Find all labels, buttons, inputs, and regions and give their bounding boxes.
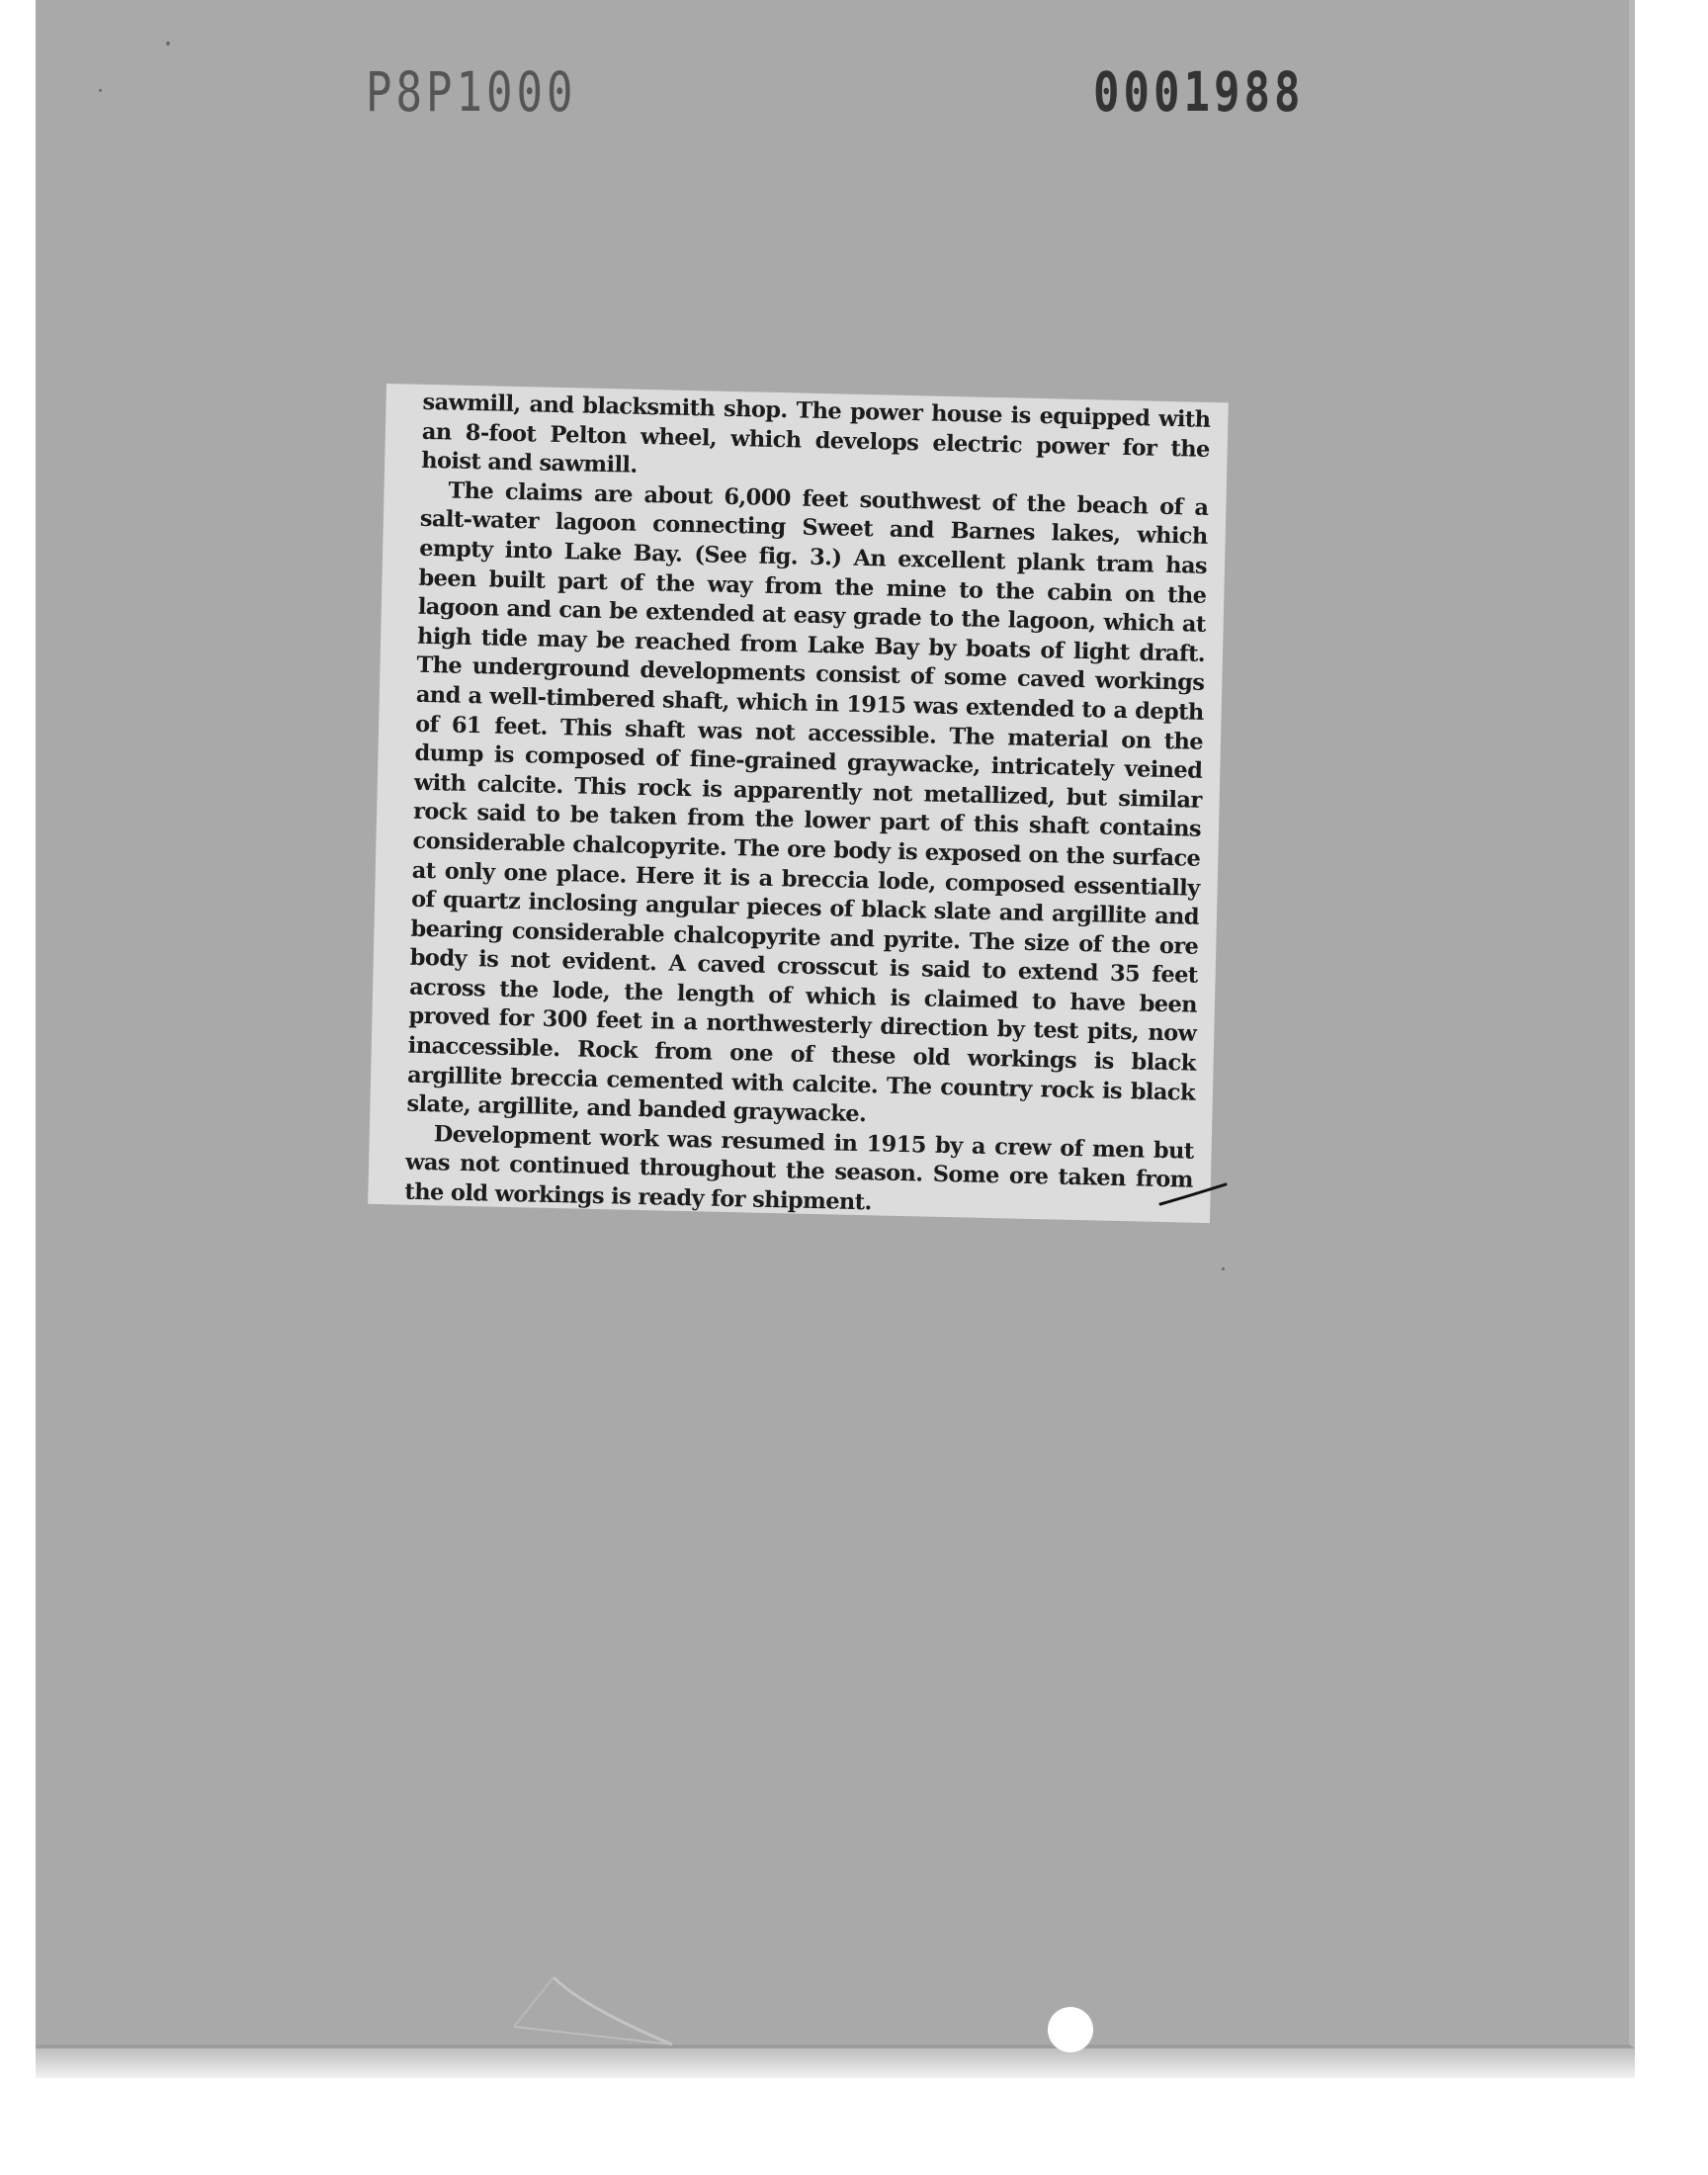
clipping-paragraph-2: The claims are about 6,000 feet southwest of the beach of a salt-water lagoon connecting Sweet and Barnes lakes, which empty into Lake Bay. (See fig. 3.) An excellent plank tram has been built part of the way from the mine to the cabin on the lagoon and can be extended at easy grade to the lagoon, which at high tide may be reached from Lake Bay by boats of light draft. The underground developments consist of some caved workings and a well-timbered shaft, which in 1915 was extended to a depth of 61 feet. This shaft was not accessible. The material on the dump is composed of fine-grained graywacke, intricately veined with calcite. This rock is apparently not metallized, but similar rock said to be taken from the lower part of this shaft contains considerable chalcopyrite. The ore body is exposed on the surface at only one place. Here it is a breccia lode, composed essentially of quartz inclosing angular pieces of black slate and argillite and bearing considerable chalcopyrite and pyrite. The size of the ore body is not evident. A caved crosscut is said to extend 35 feet across the lode, the length of which is claimed to have been proved for 300 feet in a northwesterly direction by test pits, now inaccessible. Rock from one of these old workings is black argillite breccia cemented with calcite. The country rock is black slate, argillite, and banded graywacke. [406, 478, 1209, 1128]
punch-hole [1048, 2007, 1093, 2052]
document-id-stamp: P8P1000 [366, 61, 577, 125]
dust-speck [99, 89, 102, 92]
dust-speck [166, 42, 170, 45]
page-number-stamp: 0001988 [1093, 61, 1305, 125]
pencil-check-mark [1158, 1182, 1228, 1206]
paper-fold-mark [494, 1967, 751, 2046]
text-clipping [368, 384, 1229, 1223]
clipping-paragraph-1: sawmill, and blacksmith shop. The power house is equipped with an 8-foot Pelton wheel, which develops electric power for the hoist and sawmill. [420, 389, 1211, 478]
clipping-paragraph-3: Development work was resumed in 1915 by a crew of men but was not continued throughout the season. Some ore taken from the old workings is ready for shipment. [404, 1121, 1194, 1216]
dust-speck [1222, 1267, 1225, 1270]
page-bottom-edge [36, 2048, 1635, 2078]
